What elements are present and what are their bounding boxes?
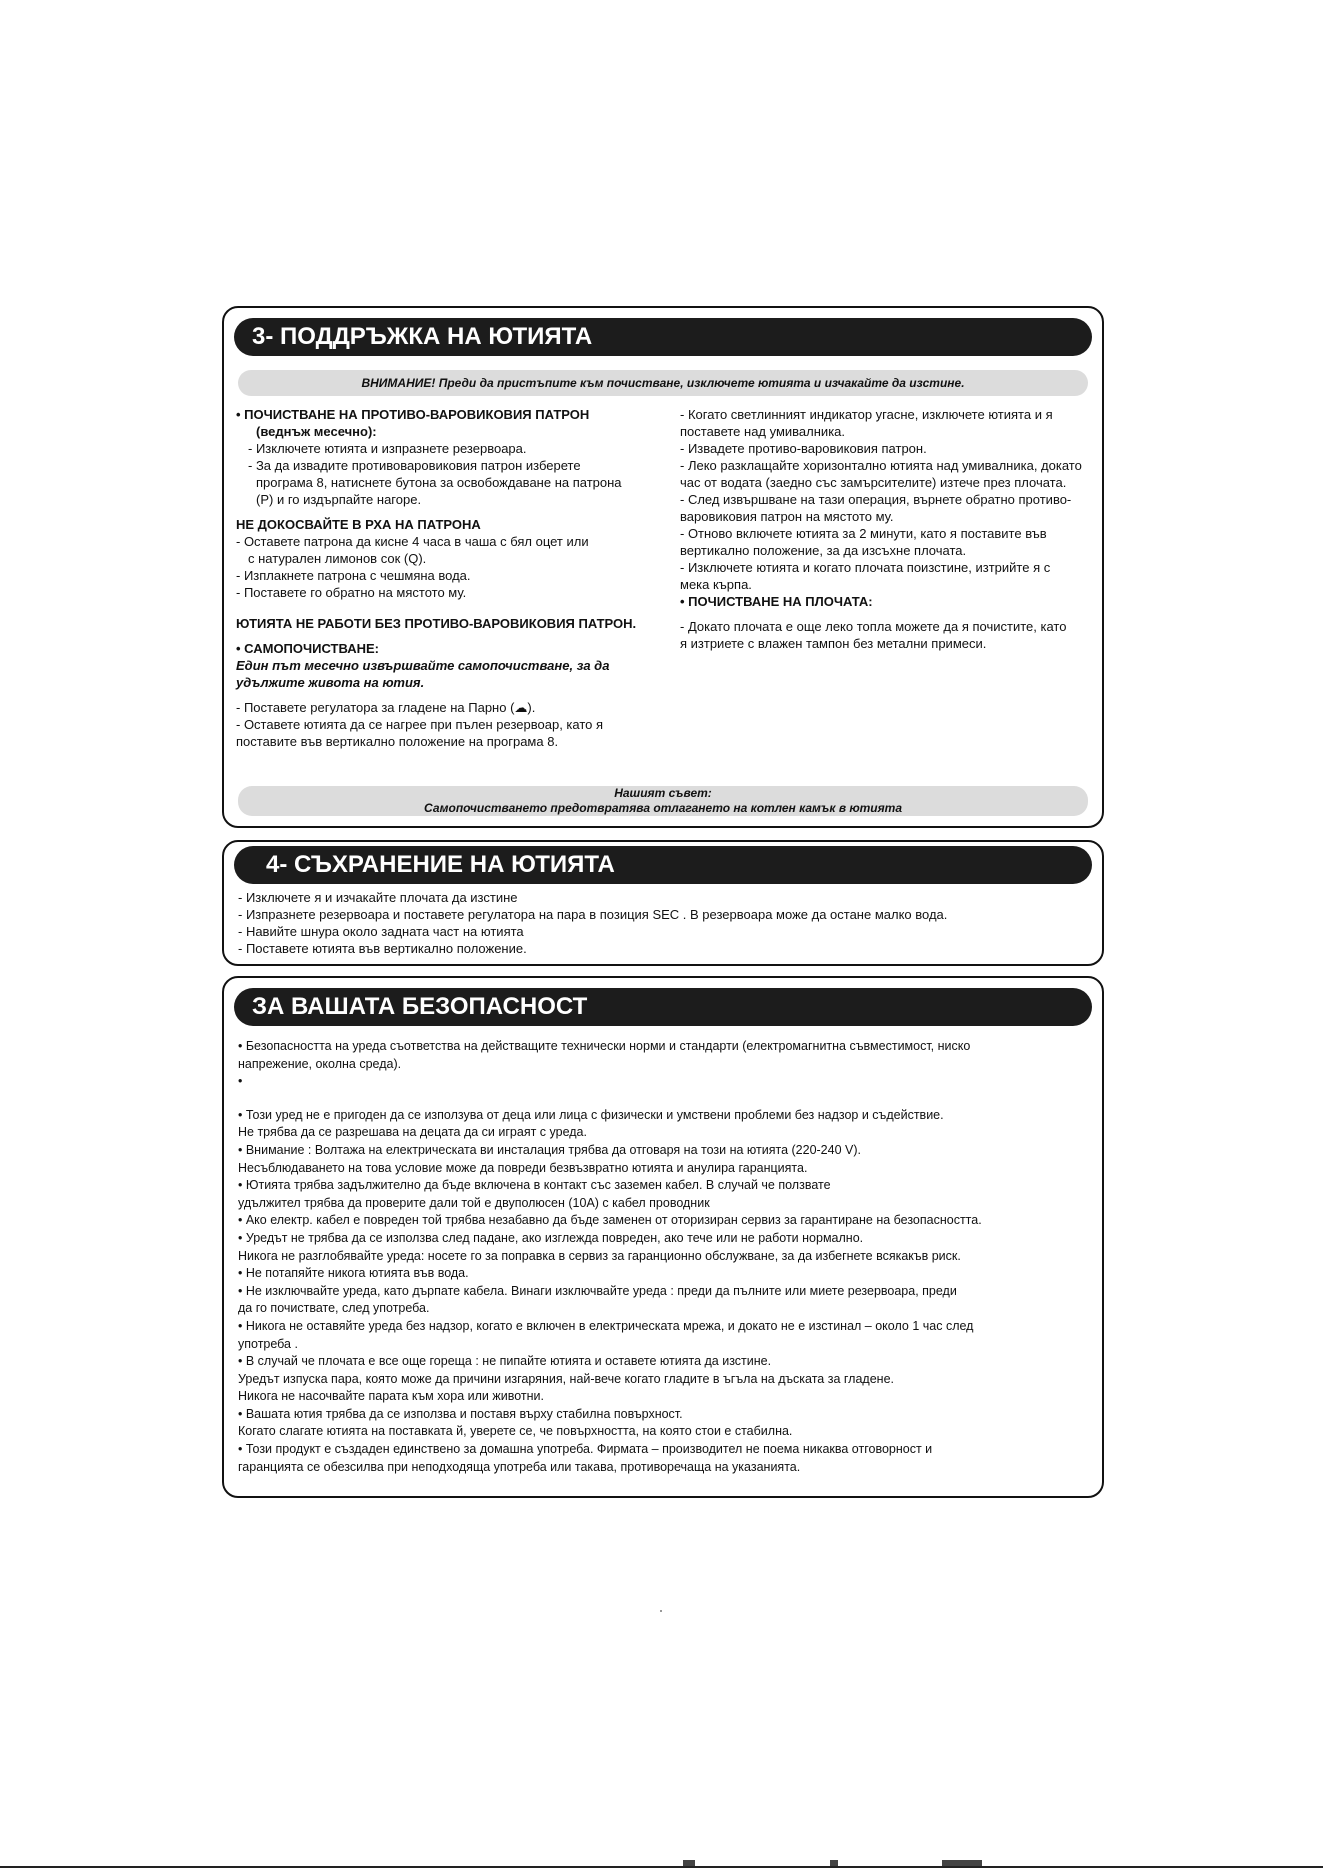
- maintenance-line: час от водата (заедно със замърсителите) изтече през плочата.: [680, 475, 1067, 490]
- maintenance-line: я изтриете с влажен тампон без метални примеси.: [680, 636, 987, 651]
- storage-list: [238, 889, 947, 957]
- maintenance-line: - Отново включете ютията за 2 минути, като я поставите във: [680, 526, 1047, 541]
- advice-text: Самопочистването предотвратява отлагането на котлен камък в ютията: [423, 801, 903, 815]
- safety-line: напрежение, околна среда).: [238, 1056, 402, 1071]
- maintenance-line: - Изключете ютията и изпразнете резервоара.: [248, 441, 527, 456]
- safety-line: • Този продукт е създаден единствено за домашна употреба. Фирмата – производител не поема никаква отговорност и: [238, 1442, 933, 1457]
- safety-text: [238, 1038, 1094, 1476]
- safety-line: гаранцията се обезсилва при неподходяща употреба или такава, противоречаща на указанията.: [238, 1459, 801, 1474]
- safety-line: Несъблюдаването на това условие може да повреди безвъзвратно ютията и анулира гаранцията.: [238, 1160, 808, 1175]
- safety-title: ЗА ВАШАТА БЕЗОПАСНОСТ: [234, 988, 1092, 1026]
- safety-line: • Не изключвайте уреда, като дърпате кабела. Винаги изключвайте уреда : преди да пълните или миете резервоара, преди: [238, 1283, 957, 1298]
- maintenance-line: - Оставете ютията да се нагрее при пълен резервоар, като я: [236, 717, 604, 732]
- maintenance-line: удължите живота на ютия.: [236, 675, 425, 690]
- safety-line: • Внимание : Волтажа на електрическата ви инсталация трябва да отговаря на този на ютията (220-240 V).: [238, 1142, 861, 1157]
- safety-line: Никога не разглобявайте уреда: носете го за поправка в сервиз за гаранционно обслужване, за да избегнете всякакъв риск.: [238, 1248, 961, 1263]
- storage-item: - Изключете я и изчакайте плочата да изстине: [238, 890, 518, 905]
- footer-rule: [0, 1866, 1323, 1868]
- maintenance-line: • ПОЧИСТВАНЕ НА ПЛОЧАТА:: [680, 594, 873, 609]
- maintenance-line: програма 8, натиснете бутона за освобождаване на патрона: [256, 475, 622, 490]
- maintenance-line: - Поставете го обратно на мястото му.: [236, 585, 467, 600]
- safety-line: • Ако електр. кабел е повреден той трябва незабавно да бъде заменен от оторизиран сервиз за гарантиране на безопасността.: [238, 1213, 982, 1228]
- maintenance-line: [236, 691, 666, 699]
- maintenance-line: - Докато плочата е още леко топла можете да я почистите, като: [680, 619, 1067, 634]
- maintenance-right-column: [680, 406, 1100, 652]
- maintenance-line: НЕ ДОКОСВАЙТЕ В РХА НА ПАТРОНА: [236, 517, 481, 532]
- safety-line: • В случай че плочата е все още гореща : не пипайте ютията и оставете ютията да изстине.: [238, 1354, 772, 1369]
- maintenance-line: (веднъж месечно):: [256, 424, 377, 439]
- maintenance-left-column: [236, 406, 666, 750]
- maintenance-line: [680, 610, 1100, 618]
- maintenance-line: (P) и го издърпайте нагоре.: [256, 492, 422, 507]
- maintenance-line: мека кърпа.: [680, 577, 752, 592]
- storage-section: [222, 840, 1104, 966]
- maintenance-line: - Изключете ютията и когато плочата поизстине, изтрийте я с: [680, 560, 1051, 575]
- safety-line: • Не потапяйте никога ютията във вода.: [238, 1266, 469, 1281]
- maintenance-line: вертикално положение, за да изсъхне плочата.: [680, 543, 967, 558]
- safety-line: Когато слагате ютията на поставката й, уверете се, че повърхността, на която стои е стабилна.: [238, 1424, 793, 1439]
- safety-line: • Ютията трябва задължително да бъде включена в контакт със заземен кабел. В случай че ползвате: [238, 1178, 831, 1193]
- maintenance-line: - Когато светлинният индикатор угасне, изключете ютията и я: [680, 407, 1053, 422]
- safety-line: Никога не насочвайте парата към хора или животни.: [238, 1389, 544, 1404]
- storage-item: - Навийте шнура около задната част на ютията: [238, 924, 524, 939]
- maintenance-line: [236, 632, 666, 640]
- maintenance-line: - Оставете патрона да кисне 4 часа в чаша с бял оцет или: [236, 534, 589, 549]
- safety-line: • Безопасността на уреда съответства на действащите технически норми и стандарти (електромагнитна съвместимост, ниско: [238, 1039, 971, 1053]
- maintenance-line: Един път месечно извършвайте самопочистване, за да: [236, 658, 610, 673]
- maintenance-title: 3- ПОДДРЪЖКА НА ЮТИЯТА: [234, 318, 1092, 356]
- maintenance-section: [222, 306, 1104, 828]
- maintenance-line: - След извършване на тази операция, върнете обратно противо-: [680, 492, 1072, 507]
- safety-line: употреба .: [238, 1336, 298, 1351]
- maintenance-line: - Поставете регулатора за гладене на Парно (☁).: [236, 700, 536, 715]
- safety-line: • Уредът не трябва да се използва след падане, ако изглежда повреден, ако тече или не работи нормално.: [238, 1230, 864, 1245]
- storage-title: 4- СЪХРАНЕНИЕ НА ЮТИЯТА: [234, 846, 1092, 884]
- footer-mark: [830, 1860, 838, 1866]
- safety-line: • Този уред не е пригоден да се използува от деца или лица с физически и умствени проблеми без надзор и съдействие.: [238, 1107, 944, 1122]
- maintenance-line: с натурален лимонов сок (Q).: [248, 551, 427, 566]
- safety-line: •: [238, 1074, 243, 1089]
- advice-title: Нашият съвет:: [614, 786, 712, 800]
- decorative-dot: [660, 1610, 662, 1612]
- safety-line: [238, 1099, 1094, 1107]
- safety-line: [238, 1091, 1094, 1099]
- safety-line: Уредът изпуска пара, която може да причини изгаряния, най-вече когато гладите в ъгъла на дъската за гладене.: [238, 1371, 894, 1386]
- safety-section: [222, 976, 1104, 1498]
- maintenance-line: поставете над умивалника.: [680, 424, 846, 439]
- advice-bar: [238, 786, 1088, 816]
- maintenance-line: - Изплакнете патрона с чешмяна вода.: [236, 568, 471, 583]
- maintenance-line: [236, 508, 666, 516]
- safety-line: • Никога не оставяйте уреда без надзор, когато е включен в електрическата мрежа, и докато не е изстинал – около 1 час след: [238, 1318, 974, 1333]
- maintenance-line: - Леко разклащайте хоризонтално ютията над умивалника, докато: [680, 458, 1082, 473]
- storage-item: - Изпразнете резервоара и поставете регулатора на пара в позиция SEC . В резервоара може да остане малко вода.: [238, 907, 948, 922]
- maintenance-line: • САМОПОЧИСТВАНЕ:: [236, 641, 380, 656]
- maintenance-line: поставите във вертикално положение на програма 8.: [236, 734, 559, 749]
- maintenance-line: ЮТИЯТА НЕ РАБОТИ БЕЗ ПРОТИВО-ВАРОВИКОВИЯ ПАТРОН.: [236, 616, 637, 631]
- maintenance-line: варовиковия патрон на мястото му.: [680, 509, 894, 524]
- safety-line: • Вашата ютия трябва да се използва и поставя върху стабилна повърхност.: [238, 1406, 683, 1421]
- safety-line: Не трябва да се разрешава на децата да си играят с уреда.: [238, 1125, 587, 1140]
- safety-line: удължител трябва да проверите дали той е двуполюсен (10A) с кабел проводник: [238, 1195, 710, 1210]
- maintenance-line: - За да извадите противоваровиковия патрон изберете: [248, 458, 581, 473]
- storage-item: - Поставете ютията във вертикално положение.: [238, 941, 527, 956]
- footer-mark: [942, 1860, 982, 1866]
- maintenance-line: • ПОЧИСТВАНЕ НА ПРОТИВО-ВАРОВИКОВИЯ ПАТРОН: [236, 407, 590, 422]
- maintenance-line: - Извадете противо-варовиковия патрон.: [680, 441, 927, 456]
- maintenance-line: [236, 601, 666, 615]
- safety-line: да го почиствате, след употреба.: [238, 1301, 430, 1316]
- maintenance-warning: ВНИМАНИЕ! Преди да пристъпите към почистване, изключете ютията и изчакайте да изстине.: [238, 370, 1088, 396]
- footer-mark: [683, 1860, 695, 1866]
